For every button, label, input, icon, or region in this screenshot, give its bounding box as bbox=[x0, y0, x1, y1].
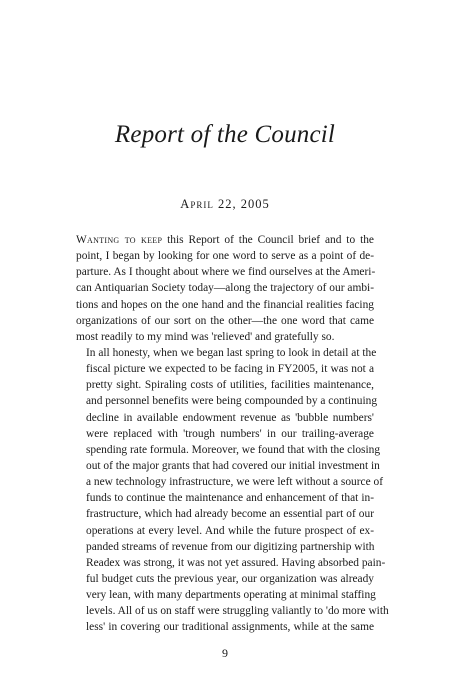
text-line: can Antiquarian Society today—along the trajectory of our ambi- bbox=[76, 282, 374, 295]
text-line: levels. All of us on staff were struggling valiantly to 'do more with bbox=[86, 605, 389, 618]
text-line: ful budget cuts the previous year, our organization was already bbox=[86, 572, 374, 585]
text-line: point, I began by looking for one word to serve as a point of de- bbox=[76, 250, 374, 263]
text-line: panded streams of revenue from our digitizing partnership with bbox=[86, 540, 375, 553]
text-line: less' in covering our traditional assignments, while at the same bbox=[86, 621, 374, 634]
text-line: out of the major grants that had covered our initial investment in bbox=[86, 459, 380, 472]
text-line: were replaced with 'trough numbers' in our trailing-average bbox=[86, 427, 374, 440]
page-title: Report of the Council bbox=[114, 121, 336, 148]
text-line: Readex was strong, it was not yet assured. Having absorbed pain- bbox=[86, 556, 386, 569]
text-line: operations at every level. And while the future prospect of ex- bbox=[86, 524, 374, 537]
text-line: tions and hopes on the one hand and the financial realities facing bbox=[76, 298, 374, 311]
text-line: most readily to my mind was 'relieved' and gratefully so. bbox=[76, 330, 335, 343]
text-line: In all honesty, when we began last spring to look in detail at the bbox=[86, 346, 377, 359]
text-line: Wanting to keep this Report of the Council brief and to the bbox=[76, 234, 374, 246]
text-line: funds to continue the maintenance and enhancement of that in- bbox=[86, 492, 374, 505]
small-caps-lead: Wanting to keep bbox=[76, 234, 163, 246]
text-line: parture. As I thought about where we find ourselves at the Ameri- bbox=[76, 266, 376, 279]
text-line: pretty sight. Spiraling costs of utilities, facilities maintenance, bbox=[86, 379, 374, 392]
text-line: spending rate formula. Moreover, we found that with the closing bbox=[86, 443, 381, 456]
text-line: decline in available endowment revenue as 'bubble numbers' bbox=[86, 411, 374, 424]
text-line: very lean, with many departments operating at minimal staffing bbox=[86, 589, 376, 602]
page-number: 9 bbox=[222, 646, 228, 660]
body-text bbox=[76, 232, 389, 636]
text-line: fiscal picture we expected to be facing in FY2005, it was not a bbox=[86, 363, 374, 376]
paragraph-1 bbox=[76, 232, 374, 345]
text-line: organizations of our sort on the other—the one word that came bbox=[76, 314, 374, 327]
text-line: a new technology infrastructure, we were left without a source of bbox=[86, 476, 383, 489]
report-date: April 22, 2005 bbox=[180, 197, 270, 211]
text-line: frastructure, which had already become an essential part of our bbox=[86, 508, 374, 521]
text-line: and personnel benefits were being compounded by a continuing bbox=[86, 395, 378, 408]
paragraph-2 bbox=[76, 345, 389, 636]
